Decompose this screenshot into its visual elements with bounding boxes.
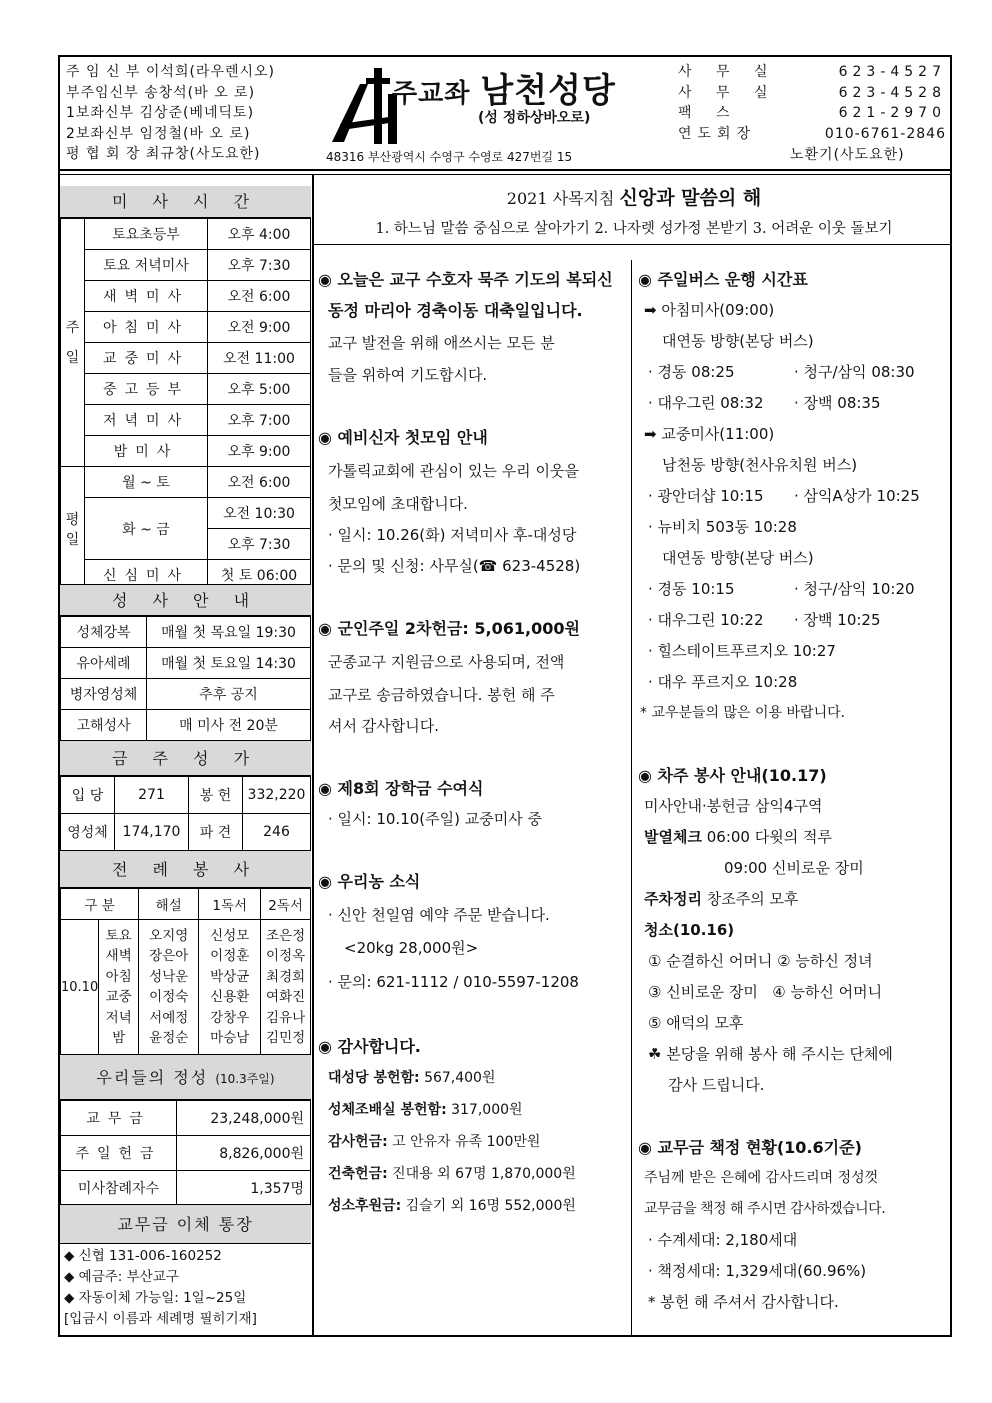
notices-right: ◉ 주일버스 운행 시간표 ➡ 아침미사(09:00) 대연동 방향(본당 버스) · 경동 08:25 · 청구/삼익 08:30 · 대우그린 08:32 · 장백 08:35 ➡ 교중미사(11:00) 남천동 방향(천사유치원 버스) · 광안더샵 10:15 · 삼익A상가 10:25 · 뉴비치 503동 10:28 대연동 방향(본당 버스) · 경동 10:15 · 청구/삼익 10:20 · 대우그린 10:22 · 장백 10:25 · 힐스테이트푸르지오 10:27 · 대우 푸르지오 10:28 * 교우분들의 많은 이용 바랍니다. ◉ 차주 봉사 안내(10.17) 미사안내·봉헌금 삼익4구역 발열체크 06:00 다윗의 적루 09:00 신비로운 장미 주차정리 창조주의 모후 청소(10.16) ① 순결하신 어머니 ② 능하신 정녀 ③ 신비로운 장미 ④ 능하신 어머니 ⑤ 애덕의 모후 ☘ 본당을 위해 봉사 해 주시는 단체에 감사 드립니다. ◉ 교무금 책정 현황(10.6기준) 주님께 받은 은혜에 감사드리며 정성껏 교무금을 책정 해 주시면 감사하겠습니다. · 수계세대: 2,180세대 · 책정세대: 1,329세대(60.96%) * 봉헌 해 주셔서 감사합니다. — [638, 264, 948, 1318]
notice-title: ◉ 제8회 장학금 수여식 — [318, 779, 484, 798]
sacrament-table: 성체강복 매월 첫 목요일 19:30 유아세례 매월 첫 토요일 14:30 병자영성체 추후 공지 고해성사 매 미사 전 20분 — [60, 616, 311, 741]
title-prefix: 주교좌 — [392, 79, 471, 109]
clergy-list — [66, 62, 275, 165]
sunday-label: 주일 — [61, 219, 85, 467]
parish-patron: (성 정하상바오로) — [478, 110, 591, 126]
notice-title: ◉ 감사합니다. — [318, 1037, 421, 1056]
offering-table: 교무금 23,248,000원 주일헌금 8,826,000원 미사참례자수 1,357명 — [60, 1100, 311, 1206]
contact-row: 팩 스 621-2970 — [678, 105, 946, 121]
pastoral-goals: 1. 하느님 말씀 중심으로 살아가기 2. 나자렛 성가정 본받기 3. 어려운 이웃 돌보기 — [375, 221, 893, 237]
sacrament-title: 성 사 안 내 — [60, 584, 311, 616]
clergy-line: 1보좌신부 김상준(베네딕토) — [66, 105, 255, 121]
notice-title: ◉ 오늘은 교구 수호자 묵주 기도의 복되신 — [318, 270, 613, 289]
right-column-divider — [631, 260, 632, 1337]
header-divider-thin — [58, 174, 952, 175]
clergy-line: 평 협 회 장 최규창(사도요한) — [66, 146, 261, 162]
theme-bold: 신앙과 말씀의 해 — [619, 187, 762, 209]
pastoral-theme: 2021 사목지침 신앙과 말씀의 해 — [506, 187, 762, 209]
weekday-label: 평일 — [61, 467, 85, 591]
contact-row: 사 무 실 623-4527 — [678, 64, 946, 80]
theme-divider — [313, 244, 952, 245]
service-title: ◉ 차주 봉사 안내(10.17) — [638, 766, 827, 785]
bus-title: ◉ 주일버스 운행 시간표 — [638, 270, 808, 289]
notice-title: ◉ 군인주일 2차헌금: 5,061,000원 — [318, 619, 580, 638]
liturgy-table: 구 분 해설 1독서 2독서 10.10 토요 새벽 아침 교중 저녁 밤 오지영 장은아 성낙운 이정숙 서예정 윤정순 신성모 이정훈 박상균 신용환 강창우 마승남 조은정 이정옥 최경희 여화진 김유나 김민정 — [60, 888, 311, 1055]
left-column-divider — [312, 174, 314, 1337]
contact-row: 연도회장 010-6761-2846 — [678, 125, 946, 142]
liturgy-date: 10.10 — [61, 920, 99, 1055]
parish-address: 48316 부산광역시 수영구 수영로 427번길 15 — [326, 150, 573, 164]
hymn-title: 금 주 성 가 — [60, 740, 311, 776]
offering-title: 우리들의 정성 (10.3주일) — [60, 1054, 311, 1100]
notices-middle: ◉ 오늘은 교구 수호자 묵주 기도의 복되신 동정 마리아 경축이동 대축일입니다. 교구 발전을 위해 애쓰시는 모든 분 들을 위하여 기도합시다. ◉ 예비신자 첫모임 안내 가톨릭교회에 관심이 있는 우리 이웃을 첫모임에 초대합니다. · 일시: 10.26(화) 저녁미사 후-대성당 · 문의 및 신청: 사무실(☎ 623-4528) ◉ 군인주일 2차헌금: 5,061,000원 군종교구 지원금으로 사용되며, 전액 교구로 송금하였습니다. 봉헌 해 주 셔서 감사합니다. ◉ 제8회 장학금 수여식 · 일시: 10.10(주일) 교중미사 중 ◉ 우리농 소식 · 신안 천일염 예약 주문 받습니다. <20kg 28,000원> · 문의: 621-1112 / 010-5597-1208 ◉ 감사합니다. 대성당 봉헌함: 567,400원 성체조배실 봉헌함: 317,000원 감사헌금: 고 안유자 유족 100만원 건축헌금: 진대용 외 67명 1,870,000원 성소후원금: 김슬기 외 16명 552,000원 — [318, 264, 628, 1222]
title-main: 남천성당 — [480, 71, 616, 111]
mass-table: 주일 토요초등부 오후 4:00 토요 저녁미사 오후 7:30 새벽미사 오전 6:00 아침미사 오전 9:00 교중미사 오전 11:00 중고등부 오후 5:00 저녁미사 오후 7:00 밤미사 오후 9:00 평일 월 ~ 토 오전 6:00 화 ~ 금 오전 10:30 오후 7:30 신심미사 첫 토 06:00 — [60, 218, 311, 591]
contact-list — [678, 62, 946, 144]
clergy-line: 2보좌신부 임정철(바 오 로) — [66, 125, 251, 142]
notice-title: ◉ 예비신자 첫모임 안내 — [318, 428, 488, 447]
liturgy-title: 전 례 봉 사 — [60, 850, 311, 888]
contact-row: 사 무 실 623-4528 — [678, 84, 946, 101]
district-rep: 노환기(사도요한) — [790, 147, 905, 163]
dues-title: ◉ 교무금 책정 현황(10.6기준) — [638, 1138, 862, 1157]
account-title: 교무금 이체 통장 — [60, 1204, 311, 1244]
account-info: ◆ 신협 131-006-160252 ◆ 예금주: 부산교구 ◆ 자동이체 가능일: 1일~25일 [입금시 이름과 세례명 필히기재] — [64, 1248, 257, 1327]
header-divider — [58, 169, 952, 171]
notice-title: ◉ 우리농 소식 — [318, 872, 421, 891]
hymn-table: 입 당 271 봉 헌 332,220 영성체 174,170 파 견 246 — [60, 776, 311, 851]
clergy-line: 주 임 신 부 이석희(라우렌시오) — [66, 64, 276, 80]
mass-title: 미 사 시 간 — [60, 186, 311, 218]
parish-title — [392, 63, 616, 112]
clergy-line: 부주임신부 송창석(바 오 로) — [66, 84, 256, 101]
